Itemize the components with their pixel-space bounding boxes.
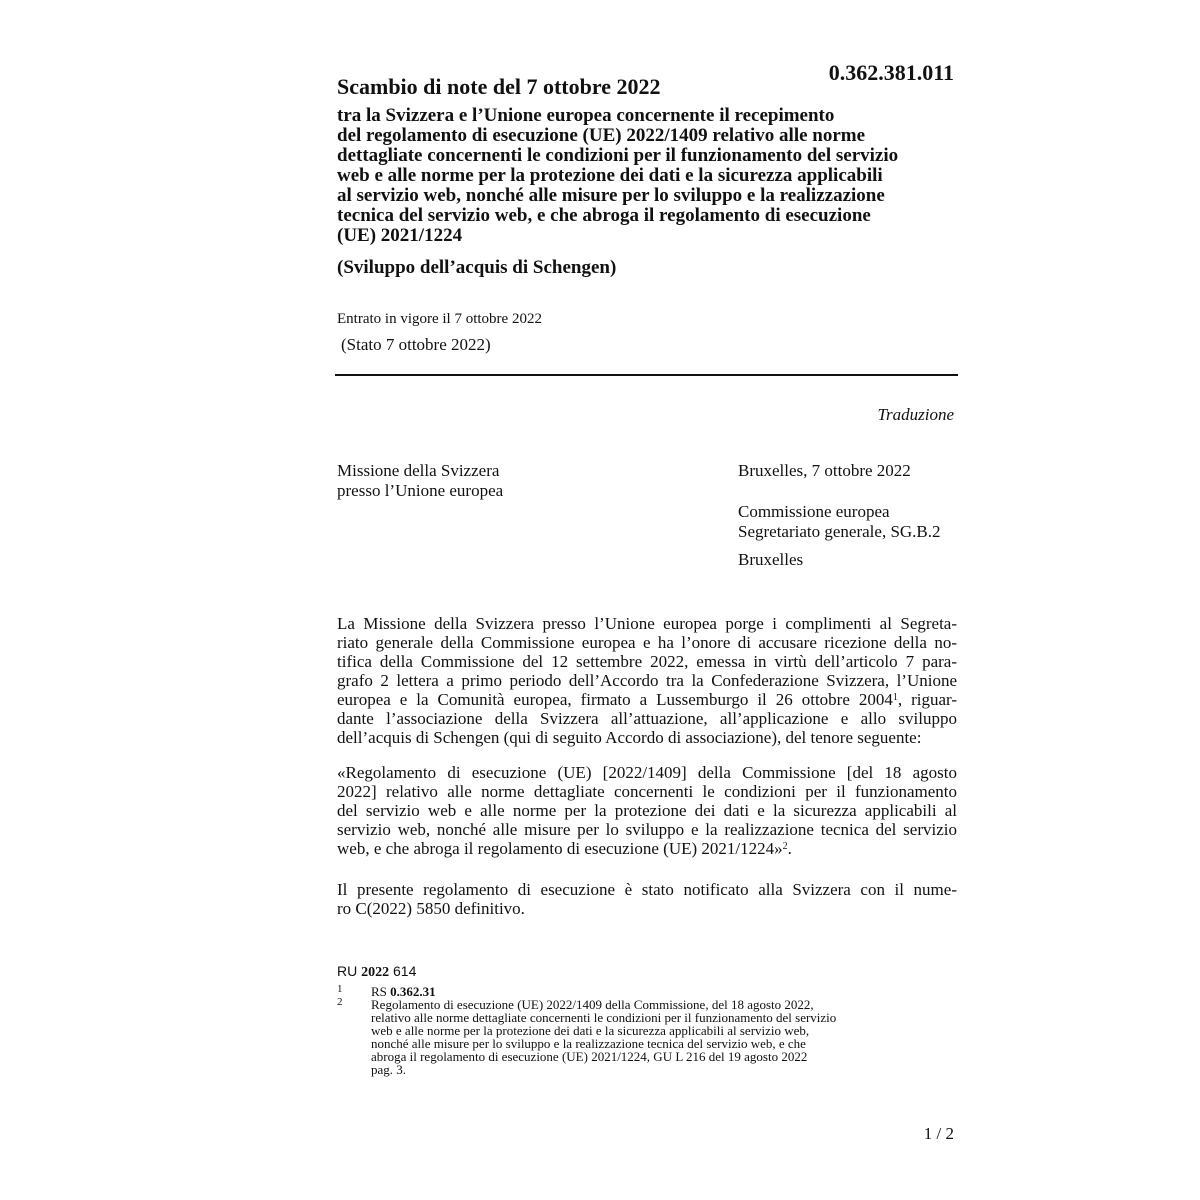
official-compilation-ref <box>337 963 416 981</box>
paragraph-text: web, e che abroga il regolamento di esecuzione (UE) 2021/1224» <box>337 839 783 858</box>
footnote-ref-2[interactable]: 2 <box>782 841 788 852</box>
document-title: Scambio di note del 7 ottobre 2022 <box>337 74 661 99</box>
paragraph-line: ro C(2022) 5850 definitivo. <box>337 899 525 918</box>
footnote-sr-link[interactable]: 0.362.31 <box>390 984 436 999</box>
paragraph-line: «Regolamento di esecuzione (UE) [2022/1409] della Commissione [del 18 agosto <box>337 763 957 782</box>
entry-into-force: Entrato in vigore il 7 ottobre 2022 <box>337 311 542 327</box>
letter-recipient: Commissione europea Segretariato generale, SG.B.2 <box>738 502 941 541</box>
paragraph-line: grafo 2 lettera a primo periodo dell’Accordo tra la Confederazione Svizzera, l’Unione <box>337 671 957 690</box>
paragraph-line: Il presente regolamento di esecuzione è stato notificato alla Svizzera con il nume- <box>337 880 957 899</box>
document-subtitle: tra la Svizzera e l’Unione europea concernente il recepimento del regolamento di esecuzione (UE) 2022/1409 relativo alle norme dettagliate concernenti le condizioni per il funzionamento del servizio web e alle norme per la protezione dei dati e la sicurezza applicabili al servizio web, nonché alle misure per lo sviluppo e la realizzazione tecnica del servizio web, e che abroga il regolamento di esecuzione (UE) 2021/1224 <box>337 105 899 246</box>
translation-label: Traduzione <box>877 405 954 424</box>
paragraph-text: europea e la Comunità europea, firmato a Lussemburgo il 26 ottobre 2004 <box>337 690 893 709</box>
letter-place-date: Bruxelles, 7 ottobre 2022 <box>738 461 911 480</box>
body-paragraph-2 <box>337 763 957 858</box>
footnote-prefix: RS <box>371 984 387 999</box>
paragraph-line: dell’acquis di Schengen (qui di seguito Accordo di associazione), del tenore seguente: <box>337 728 922 747</box>
paragraph-line: del servizio web e alle norme per la protezione dei dati e la sicurezza applicabili al <box>337 801 957 820</box>
status-date: (Stato 7 ottobre 2022) <box>341 335 491 354</box>
paragraph-line <box>337 690 957 709</box>
ro-prefix: RU <box>337 963 358 979</box>
paragraph-line: riato generale della Commissione europea e ha l’onore di accusare ricezione della no- <box>337 633 957 652</box>
paragraph-line: tifica della Commissione del 12 settembre 2022, emessa in virtù dell’articolo 7 para- <box>337 652 957 671</box>
ro-year: 2022 <box>361 965 390 980</box>
header-divider <box>335 374 958 376</box>
footnote-number: 1 <box>337 983 343 995</box>
paragraph-line: dante l’associazione della Svizzera all’attuazione, all’applicazione e allo sviluppo <box>337 709 957 728</box>
schengen-development-note: (Sviluppo dell’acquis di Schengen) <box>337 257 617 278</box>
paragraph-text: , riguar- <box>897 690 957 709</box>
paragraph-line <box>337 839 957 858</box>
sr-number: 0.362.381.011 <box>828 60 954 85</box>
paragraph-line: La Missione della Svizzera presso l’Unione europea porge i complimenti al Segreta- <box>337 614 957 633</box>
footnote-text: Regolamento di esecuzione (UE) 2022/1409 della Commissione, del 18 agosto 2022, relativo alle norme dettagliate concernenti le condizioni per il funzionamento del servizio web e alle norme per la protezione dei dati e la sicurezza applicabili al servizio web, nonché alle misure per lo sviluppo e la realizzazione tecnica del servizio web, e che abroga il regolamento di esecuzione (UE) 2021/1224, GU L 216 del 19 agosto 2022 pag. 3. <box>371 997 837 1077</box>
letter-sender: Missione della Svizzera presso l’Unione europea <box>337 461 504 500</box>
paragraph-line: servizio web, nonché alle misure per lo sviluppo e la realizzazione tecnica del servizio <box>337 820 957 839</box>
footnote-number: 2 <box>337 996 343 1008</box>
footnote-ref-1[interactable]: 1 <box>892 692 898 703</box>
page-number: 1 / 2 <box>923 1124 954 1143</box>
ro-page: 614 <box>393 963 417 979</box>
body-paragraph-1 <box>337 614 957 747</box>
paragraph-text: . <box>787 839 792 858</box>
paragraph-line: 2022] relativo alle norme dettagliate concernenti le condizioni per il funzionamento <box>337 782 957 801</box>
letter-recipient-city: Bruxelles <box>738 550 804 569</box>
body-paragraph-3 <box>337 880 957 918</box>
